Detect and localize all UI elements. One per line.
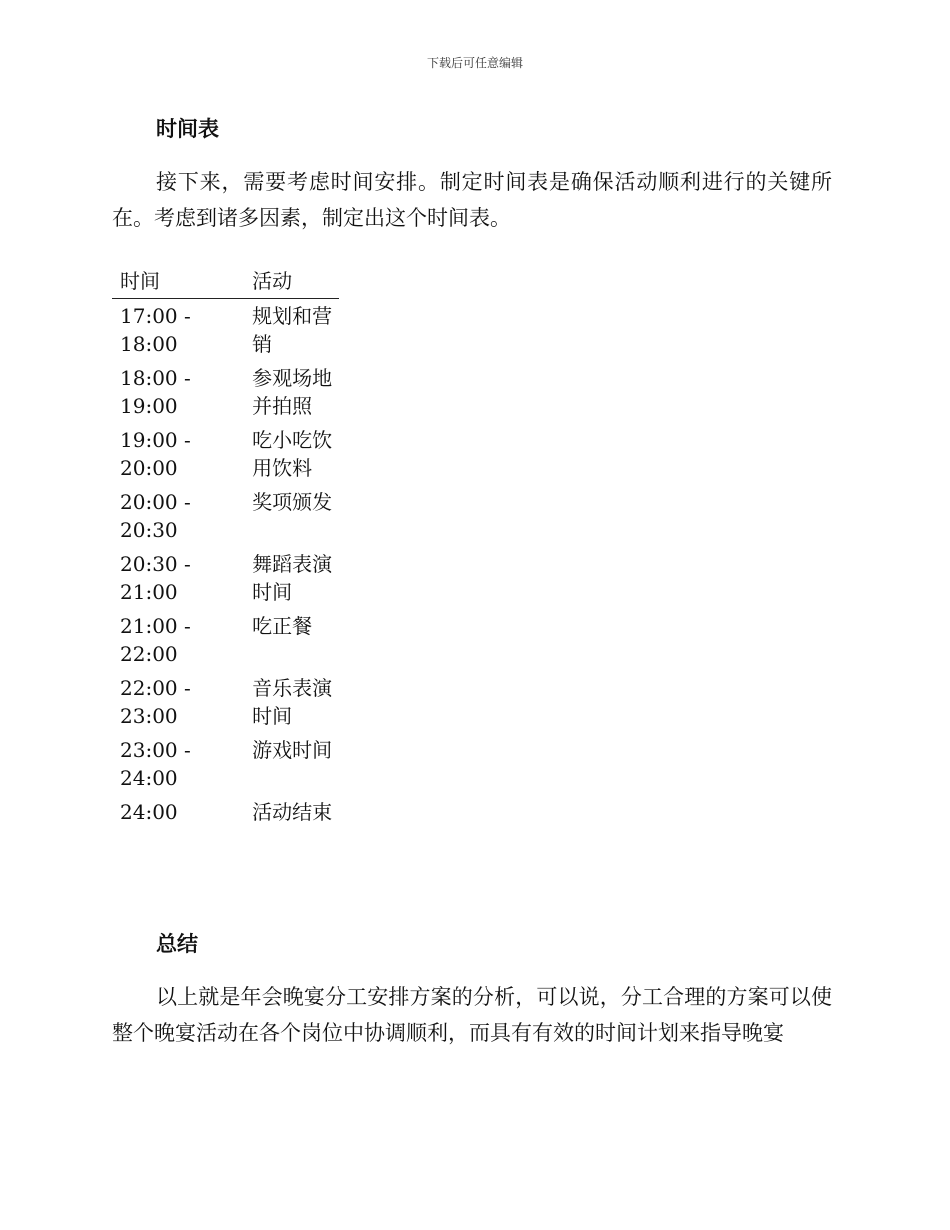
schedule-header-row <box>112 264 339 299</box>
activity-cell: 活动结束 <box>252 800 333 824</box>
activity-cell: 吃小吃饮用饮料 <box>252 428 333 480</box>
section-title-schedule: 时间表 <box>156 117 219 141</box>
header-note: 下载后可任意编辑 <box>426 56 523 70</box>
time-cell: 20:00 - 20:30 <box>120 490 191 542</box>
time-cell: 21:00 - 22:00 <box>120 614 191 666</box>
table-row <box>112 361 339 423</box>
table-row <box>112 547 339 609</box>
schedule-table <box>112 264 339 829</box>
time-cell: 22:00 - 23:00 <box>120 676 191 728</box>
summary-paragraph: 以上就是年会晚宴分工安排方案的分析，可以说，分工合理的方案可以使整个晚宴活动在各个岗位中协调顺利，而具有有效的时间计划来指导晚宴 <box>112 985 832 1045</box>
activity-cell: 规划和营销 <box>252 304 333 356</box>
table-row <box>112 423 339 485</box>
column-header-activity: 活动 <box>244 264 339 299</box>
time-cell: 19:00 - 20:00 <box>120 428 191 480</box>
time-cell: 24:00 <box>120 800 178 824</box>
table-row <box>112 671 339 733</box>
time-cell: 18:00 - 19:00 <box>120 366 191 418</box>
activity-cell: 游戏时间 <box>252 738 333 762</box>
schedule-intro-paragraph: 接下来，需要考虑时间安排。制定时间表是确保活动顺利进行的关键所在。考虑到诸多因素，制定出这个时间表。 <box>112 170 832 230</box>
section-title-summary: 总结 <box>156 932 198 956</box>
activity-cell: 参观场地并拍照 <box>252 366 333 418</box>
column-header-time: 时间 <box>112 264 244 299</box>
activity-cell: 奖项颁发 <box>252 490 333 514</box>
time-cell: 23:00 - 24:00 <box>120 738 191 790</box>
table-row <box>112 795 339 829</box>
table-row <box>112 299 339 362</box>
time-cell: 20:30 - 21:00 <box>120 552 191 604</box>
activity-cell: 舞蹈表演时间 <box>252 552 333 604</box>
time-cell: 17:00 - 18:00 <box>120 304 191 356</box>
activity-cell: 吃正餐 <box>252 614 313 638</box>
table-row <box>112 609 339 671</box>
activity-cell: 音乐表演时间 <box>252 676 333 728</box>
table-row <box>112 485 339 547</box>
table-row <box>112 733 339 795</box>
